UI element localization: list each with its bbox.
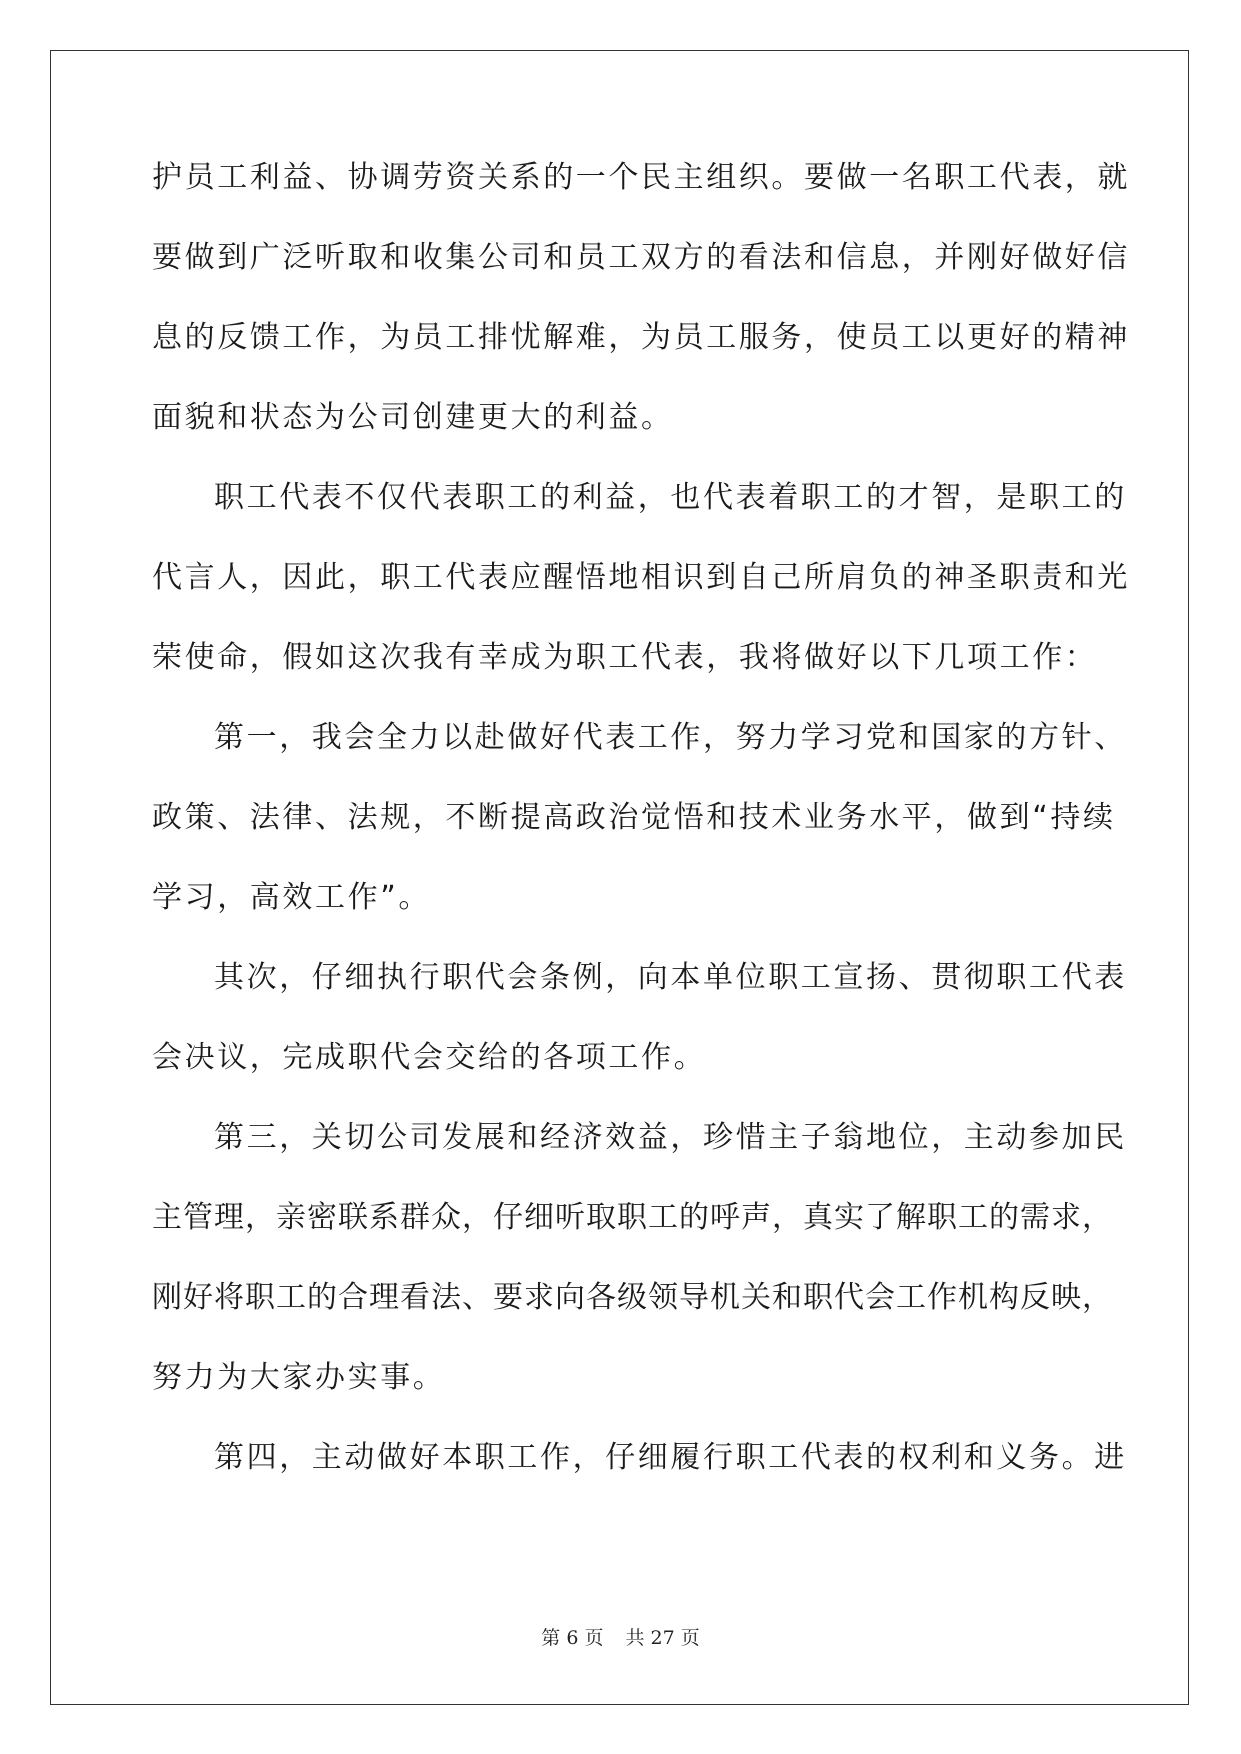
text-line: 荣使命，假如这次我有幸成为职工代表，我将做好以下几项工作： xyxy=(152,640,1098,675)
text-line: 代言人，因此，职工代表应醒悟地相识到自己所肩负的神圣职责和光 xyxy=(152,560,1130,595)
document-body xyxy=(152,160,1130,1523)
text-line: 息的反馈工作，为员工排忧解难，为员工服务，使员工以更好的精神 xyxy=(152,320,1130,355)
text-line: 学习，高效工作”。 xyxy=(152,880,431,915)
page-number: 第 6 页 xyxy=(541,1627,604,1649)
text-line: 要做到广泛听取和收集公司和员工双方的看法和信息，并刚好做好信 xyxy=(152,240,1130,275)
text-line: 主管理，亲密联系群众，仔细听取职工的呼声，真实了解职工的需求， xyxy=(152,1200,1112,1235)
paragraph-start-line: 第三，关切公司发展和经济效益，珍惜主子翁地位，主动参加民 xyxy=(214,1120,1127,1155)
paragraph-start-line: 第一，我会全力以赴做好代表工作，努力学习党和国家的方针、 xyxy=(214,720,1127,755)
text-line: 刚好将职工的合理看法、要求向各级领导机关和职代会工作机构反映， xyxy=(152,1280,1112,1315)
paragraph-start-line: 其次，仔细执行职代会条例，向本单位职工宣扬、贯彻职工代表 xyxy=(214,960,1127,995)
text-line: 面貌和状态为公司创建更大的利益。 xyxy=(152,400,674,435)
page-total: 共 27 页 xyxy=(625,1627,700,1649)
paragraph-start-line: 第四，主动做好本职工作，仔细履行职工代表的权利和义务。进 xyxy=(214,1440,1127,1475)
text-line: 会决议，完成职代会交给的各项工作。 xyxy=(152,1040,707,1075)
page-footer xyxy=(0,1623,1241,1650)
text-line: 政策、法律、法规，不断提高政治觉悟和技术业务水平，做到“持续 xyxy=(152,800,1116,835)
text-line: 努力为大家办实事。 xyxy=(152,1360,446,1395)
paragraph-start-line: 职工代表不仅代表职工的利益，也代表着职工的才智，是职工的 xyxy=(214,480,1127,515)
text-line: 护员工利益、协调劳资关系的一个民主组织。要做一名职工代表，就 xyxy=(152,160,1130,195)
